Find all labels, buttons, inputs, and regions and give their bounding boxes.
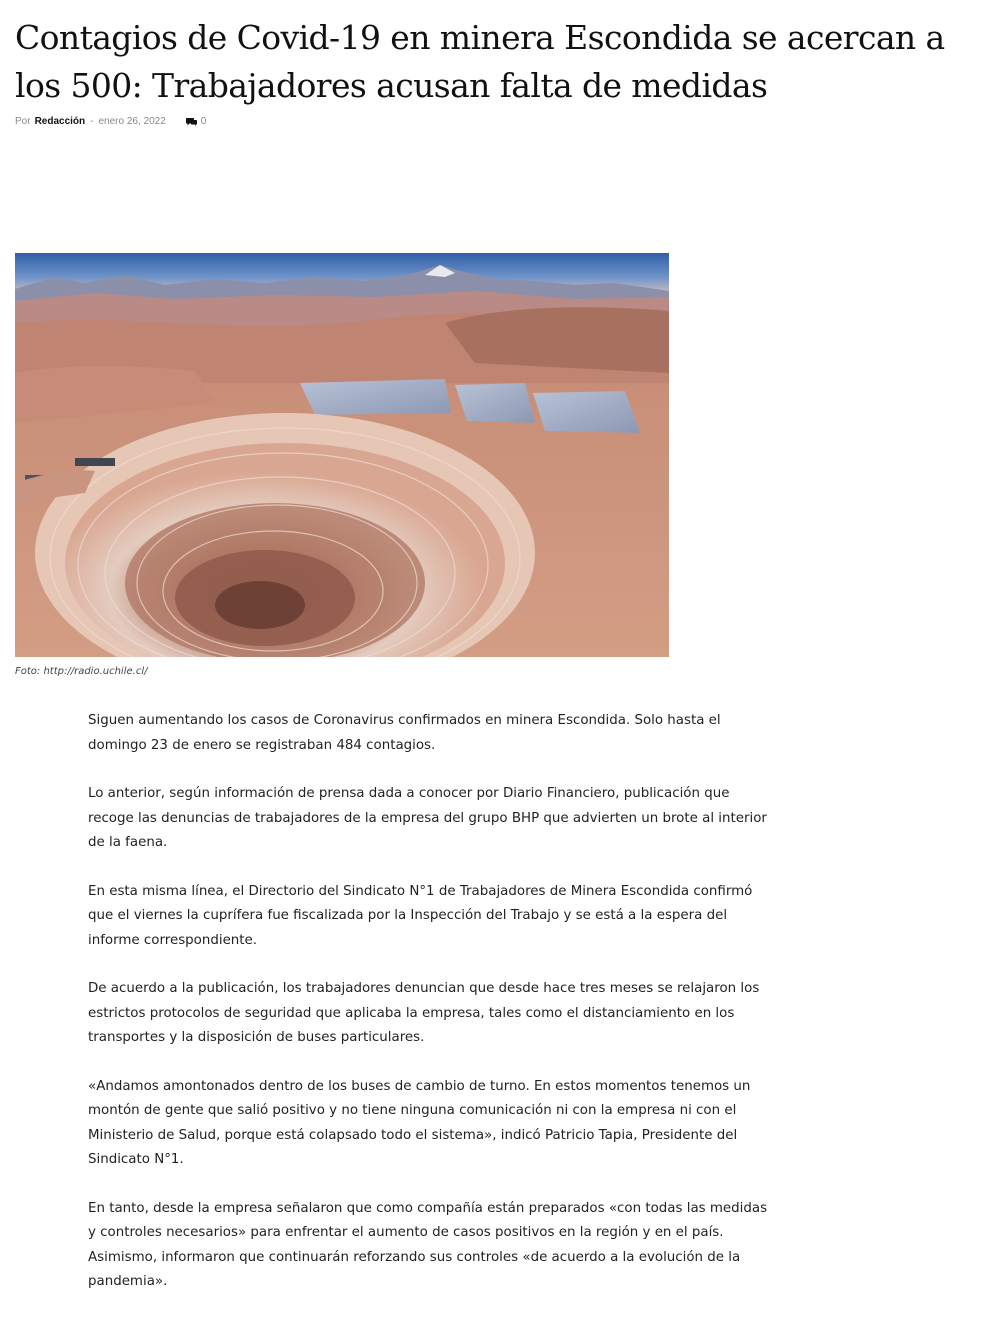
paragraph: En esta misma línea, el Directorio del Sindicato N°1 de Trabajadores de Minera Escondida confirmó que el viernes la cuprífera fue fiscalizada por la Inspección del Trabajo y se está a la espera del informe correspondiente.	[88, 883, 753, 948]
meta-separator: -	[90, 116, 94, 127]
paragraph: «Andamos amontonados dentro de los buses de cambio de turno. En estos momentos tenemos un montón de gente que salió positivo y no tiene ninguna comunicación ni con la empresa ni con el Ministerio de Salud, porque está colapsado todo el sistema», indicó Patricio Tapia, Presidente del Sindicato N°1.	[88, 1078, 751, 1167]
paragraph: En tanto, desde la empresa señalaron que como compañía están preparados «con todas las medidas y controles necesarios» para enfrentar el aumento de casos positivos en la región y en el país. Asimismo, informaron que continuarán reforzando sus controles «de acuerdo a la evolución de la pandemia».	[88, 1200, 768, 1289]
article-meta	[15, 116, 206, 127]
paragraph: Lo anterior, según información de prensa dada a conocer por Diario Financiero, publicación que recoge las denuncias de trabajadores de la empresa del grupo BHP que advierten un brote al interior de la faena.	[88, 786, 767, 850]
comments-link[interactable]	[186, 116, 207, 127]
mine-photo	[15, 253, 669, 657]
paragraph: De acuerdo a la publicación, los trabajadores denuncian que desde hace tres meses se relajaron los estrictos protocolos de seguridad que aplicaba la empresa, tales como el distanciamiento en los transportes y la disposición de buses particulares.	[88, 981, 760, 1045]
article-body	[88, 709, 778, 1319]
article-title: Contagios de Covid-19 en minera Escondida se acercan a los 500: Trabajadores acusan falta de medidas	[15, 18, 945, 105]
comment-count: 0	[200, 116, 207, 127]
publish-date: enero 26, 2022	[98, 116, 166, 127]
paragraph: Siguen aumentando los casos de Coronavirus confirmados en minera Escondida. Solo hasta el domingo 23 de enero se registraban 484 contagios.	[88, 713, 721, 753]
image-caption: Foto: http://radio.uchile.cl/	[15, 666, 148, 677]
comment-icon	[186, 118, 197, 126]
author-link[interactable]: Redacción	[34, 116, 86, 127]
by-label: Por	[15, 116, 31, 127]
